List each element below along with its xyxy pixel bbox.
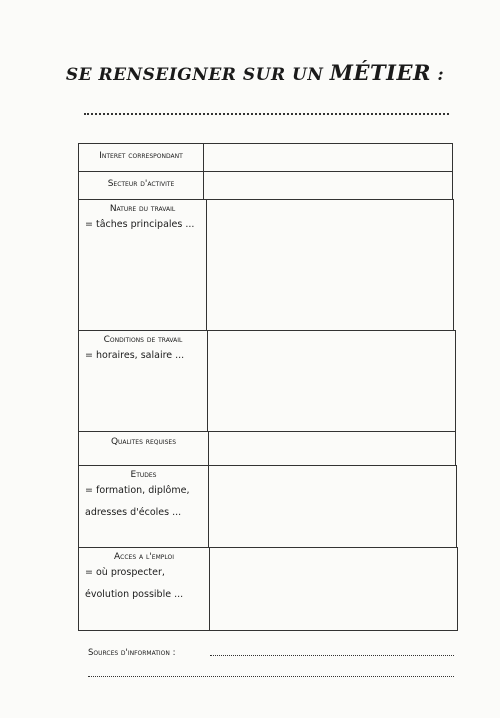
- row-label: Secteur d'activite: [107, 179, 175, 189]
- sources-dotted-line: [210, 655, 454, 656]
- row-detail: = formation, diplôme,: [85, 485, 190, 496]
- title-prefix: SE RENSEIGNER SUR UN: [65, 65, 324, 85]
- table-row: [78, 199, 454, 331]
- table-row: [78, 431, 456, 466]
- sources-label: Sources d'information :: [88, 648, 176, 658]
- title-suffix: :: [437, 65, 445, 85]
- row-label: Interet correspondant: [99, 151, 183, 161]
- row-label: Conditions de travail: [103, 335, 183, 345]
- row-label-cell: [79, 466, 209, 547]
- row-label-cell: [79, 548, 210, 630]
- row-label-cell: [79, 144, 204, 171]
- table-row: [78, 547, 458, 631]
- title-dotted-line: [84, 113, 449, 115]
- row-label-cell: [79, 432, 209, 465]
- page-title: [0, 60, 500, 85]
- table-row: [78, 143, 453, 172]
- row-label: Etudes: [130, 470, 157, 480]
- row-label-cell: [79, 200, 207, 330]
- table-row: [78, 171, 453, 200]
- title-emphasis: MÉTIER: [329, 60, 431, 85]
- row-detail: = où prospecter,: [85, 567, 165, 578]
- row-label: Qualites requises: [110, 437, 177, 447]
- row-detail: = tâches principales ...: [85, 219, 195, 230]
- table-row: [78, 330, 456, 432]
- sources-dotted-line-2: [88, 676, 454, 677]
- row-label-cell: [79, 172, 204, 199]
- row-label-cell: [79, 331, 208, 431]
- table-row: [78, 465, 457, 548]
- row-detail: adresses d'écoles ...: [85, 507, 182, 518]
- row-detail: = horaires, salaire ...: [85, 350, 185, 361]
- row-label: Acces a l'emploi: [114, 552, 174, 562]
- row-detail: évolution possible ...: [85, 589, 184, 600]
- row-label: Nature du travail: [109, 204, 176, 214]
